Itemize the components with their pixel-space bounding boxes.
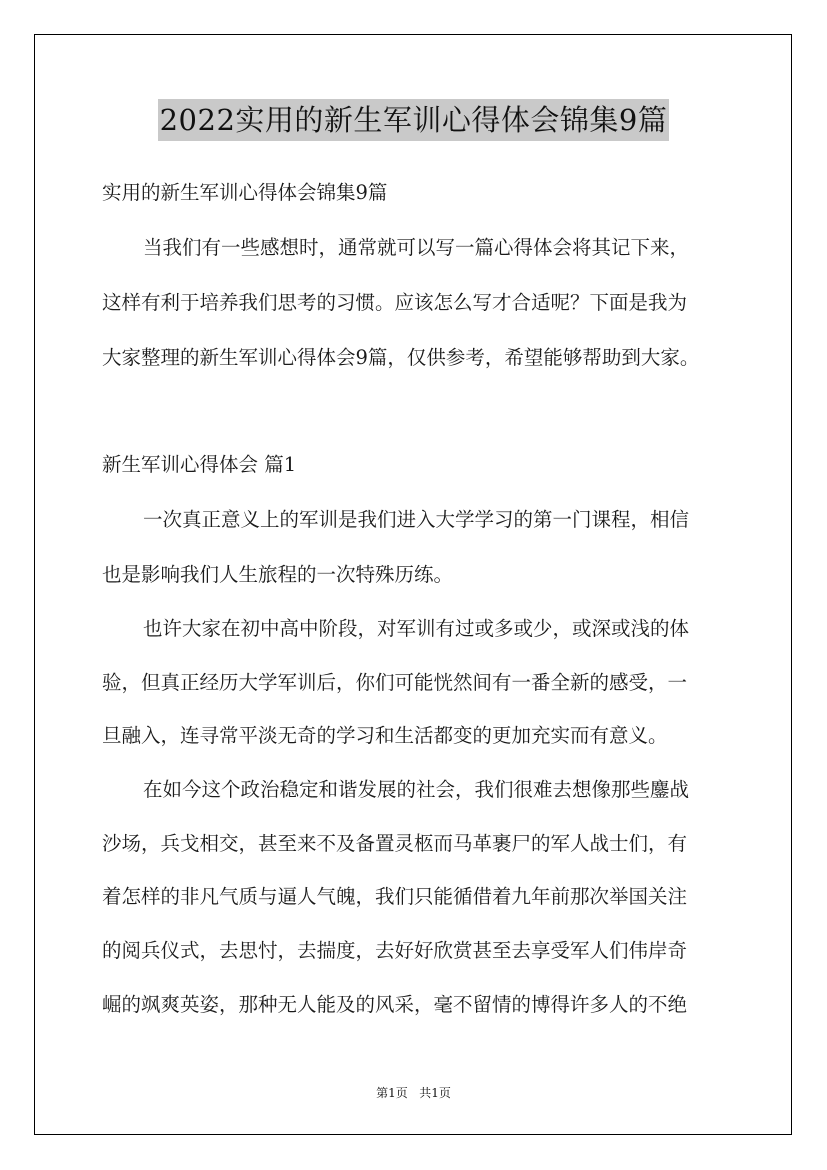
paragraph-line: 的阅兵仪式，去思忖，去揣度，去好好欣赏甚至去享受军人们伟岸奇: [102, 939, 688, 962]
paragraph-line: 崛的飒爽英姿，那种无人能及的风采，毫不留情的博得许多人的不绝: [102, 993, 688, 1016]
paragraph-line: 也许大家在初中高中阶段，对军训有过或多或少，或深或浅的体: [143, 617, 690, 640]
intro-line: 这样有利于培养我们思考的习惯。应该怎么写才合适呢？下面是我为: [102, 291, 688, 314]
paragraph-line: 旦融入，连寻常平淡无奇的学习和生活都变的更加充实而有意义。: [102, 724, 668, 747]
document-title: 2022实用的新生军训心得体会锦集9篇: [158, 99, 670, 141]
intro-line: 当我们有一些感想时，通常就可以写一篇心得体会将其记下来，: [143, 236, 690, 259]
paragraph-line: 着怎样的非凡气质与逼人气魄，我们只能循借着九年前那次举国关注: [102, 885, 688, 908]
paragraph-line: 验，但真正经历大学军训后，你们可能恍然间有一番全新的感受，一: [102, 671, 688, 694]
title-container: [0, 99, 827, 141]
page-number: 第1页: [376, 1086, 408, 1100]
paragraph-line: 在如今这个政治稳定和谐发展的社会，我们很难去想像那些鏖战: [143, 778, 690, 801]
page-footer: [0, 1085, 827, 1101]
paragraph-line: 沙场，兵戈相交，甚至来不及备置灵柩而马革裹尸的军人战士们，有: [102, 832, 688, 855]
paragraph-line: 一次真正意义上的军训是我们进入大学学习的第一门课程，相信: [143, 508, 690, 531]
section-heading: 新生军训心得体会 篇1: [102, 453, 297, 476]
intro-line: 大家整理的新生军训心得体会9篇，仅供参考，希望能够帮助到大家。: [102, 346, 700, 369]
page-total: 共1页: [419, 1086, 451, 1100]
document-subtitle: 实用的新生军训心得体会锦集9篇: [102, 181, 388, 204]
paragraph-line: 也是影响我们人生旅程的一次特殊历练。: [102, 563, 454, 586]
